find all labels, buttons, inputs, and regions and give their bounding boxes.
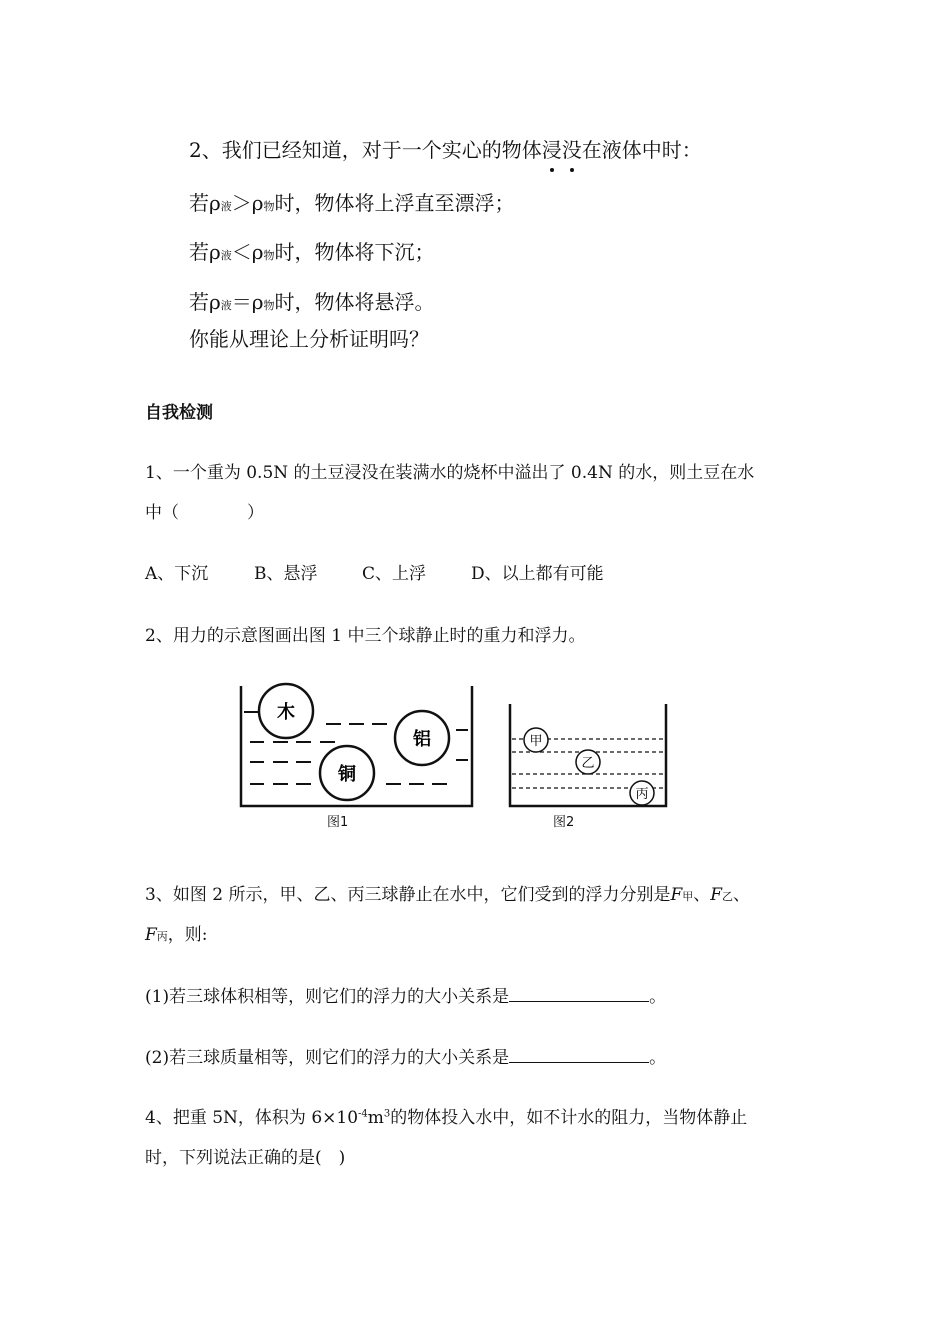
figure-2 xyxy=(506,700,672,812)
q1-line1: 1、一个重为 0.5N 的土豆浸没在装满水的烧杯中溢出了 0.4N 的水，则土豆在水 xyxy=(145,463,755,483)
sub-yi: 乙 xyxy=(722,890,734,903)
q3-part1-text: (1)若三球体积相等，则它们的浮力的大小关系是 xyxy=(145,987,510,1007)
q3-part1 xyxy=(145,982,666,1007)
greater-than: ＞ xyxy=(231,191,252,215)
force-symbol: F xyxy=(145,925,157,945)
q4-line2: 时，下列说法正确的是( ) xyxy=(145,1148,346,1168)
rho-symbol: ρ xyxy=(251,240,264,264)
q4-line1 xyxy=(145,1103,747,1128)
liquid-subscript: 液 xyxy=(220,299,232,312)
figure-2-label: 图2 xyxy=(553,815,575,830)
q4-text-b: 的物体投入水中，如不计水的阻力，当物体静止 xyxy=(390,1108,748,1128)
intro-text: 2、我们已经知道，对于一个实心的物体 xyxy=(189,138,542,162)
exponent: -4 xyxy=(358,1108,368,1120)
case-float xyxy=(189,187,515,216)
ball-jia-label: 甲 xyxy=(529,734,543,749)
option-b: B、悬浮 xyxy=(254,564,318,584)
q3-line1 xyxy=(145,880,750,905)
period: 。 xyxy=(649,1048,667,1068)
if-word: 若 xyxy=(189,290,209,314)
q2-text: 2、用力的示意图画出图 1 中三个球静止时的重力和浮力。 xyxy=(145,626,586,646)
rho-symbol: ρ xyxy=(251,191,264,215)
if-word: 若 xyxy=(189,191,209,215)
ball-yi-label: 乙 xyxy=(581,756,595,771)
unit: m xyxy=(367,1108,384,1128)
case-suspend xyxy=(189,286,435,315)
rho-symbol: ρ xyxy=(209,191,221,215)
think-intro xyxy=(189,134,702,163)
q4-text-a: 4、把重 5N，体积为 6×10 xyxy=(145,1108,359,1128)
q3-text: 3、如图 2 所示，甲、乙、丙三球静止在水中，它们受到的浮力分别是 xyxy=(145,885,671,905)
liquid-subscript: 液 xyxy=(220,249,232,262)
emphasis-char: 没 xyxy=(562,134,582,163)
case-sink-text: 时，物体将下沉； xyxy=(274,240,435,264)
case-sink xyxy=(189,236,435,265)
q3-line2 xyxy=(145,920,208,945)
wood-ball-label: 木 xyxy=(277,702,295,723)
equals: ＝ xyxy=(231,290,252,314)
force-symbol: F xyxy=(670,885,683,905)
figure-1-label: 图1 xyxy=(327,815,349,830)
rho-symbol: ρ xyxy=(251,290,264,314)
option-a: A、下沉 xyxy=(145,564,209,584)
separator: 、 xyxy=(693,885,711,905)
q3-tail: ，则: xyxy=(167,925,208,945)
option-d: D、以上都有可能 xyxy=(471,564,604,584)
separator: 、 xyxy=(733,885,751,905)
object-subscript: 物 xyxy=(263,249,275,262)
rho-symbol: ρ xyxy=(209,290,221,314)
force-symbol: F xyxy=(710,885,723,905)
liquid-subscript: 液 xyxy=(220,200,232,213)
period: 。 xyxy=(649,987,667,1007)
case-suspend-text: 时，物体将悬浮。 xyxy=(274,290,435,314)
ball-bing-label: 丙 xyxy=(635,787,649,802)
exponent: 3 xyxy=(383,1108,391,1120)
sub-bing: 丙 xyxy=(156,930,168,943)
intro-text-tail: 在液体中时： xyxy=(581,138,702,162)
q1-line2: 中（ ） xyxy=(145,503,264,523)
q3-part2-text: (2)若三球质量相等，则它们的浮力的大小关系是 xyxy=(145,1048,510,1068)
object-subscript: 物 xyxy=(263,299,275,312)
q3-part2 xyxy=(145,1043,666,1068)
rho-symbol: ρ xyxy=(209,240,221,264)
sub-jia: 甲 xyxy=(682,890,694,903)
object-subscript: 物 xyxy=(263,200,275,213)
answer-blank-2[interactable] xyxy=(509,1061,649,1063)
answer-blank-1[interactable] xyxy=(509,1000,649,1002)
think-question: 你能从理论上分析证明吗？ xyxy=(189,327,429,351)
section-title: 自我检测 xyxy=(145,403,213,423)
if-word: 若 xyxy=(189,240,209,264)
case-float-text: 时，物体将上浮直至漂浮； xyxy=(274,191,515,215)
figure-1 xyxy=(236,680,480,840)
less-than: ＜ xyxy=(231,240,252,264)
emphasis-char: 浸 xyxy=(542,134,562,163)
option-c: C、上浮 xyxy=(362,564,427,584)
aluminum-ball-label: 铝 xyxy=(413,729,431,750)
copper-ball-label: 铜 xyxy=(338,764,356,785)
